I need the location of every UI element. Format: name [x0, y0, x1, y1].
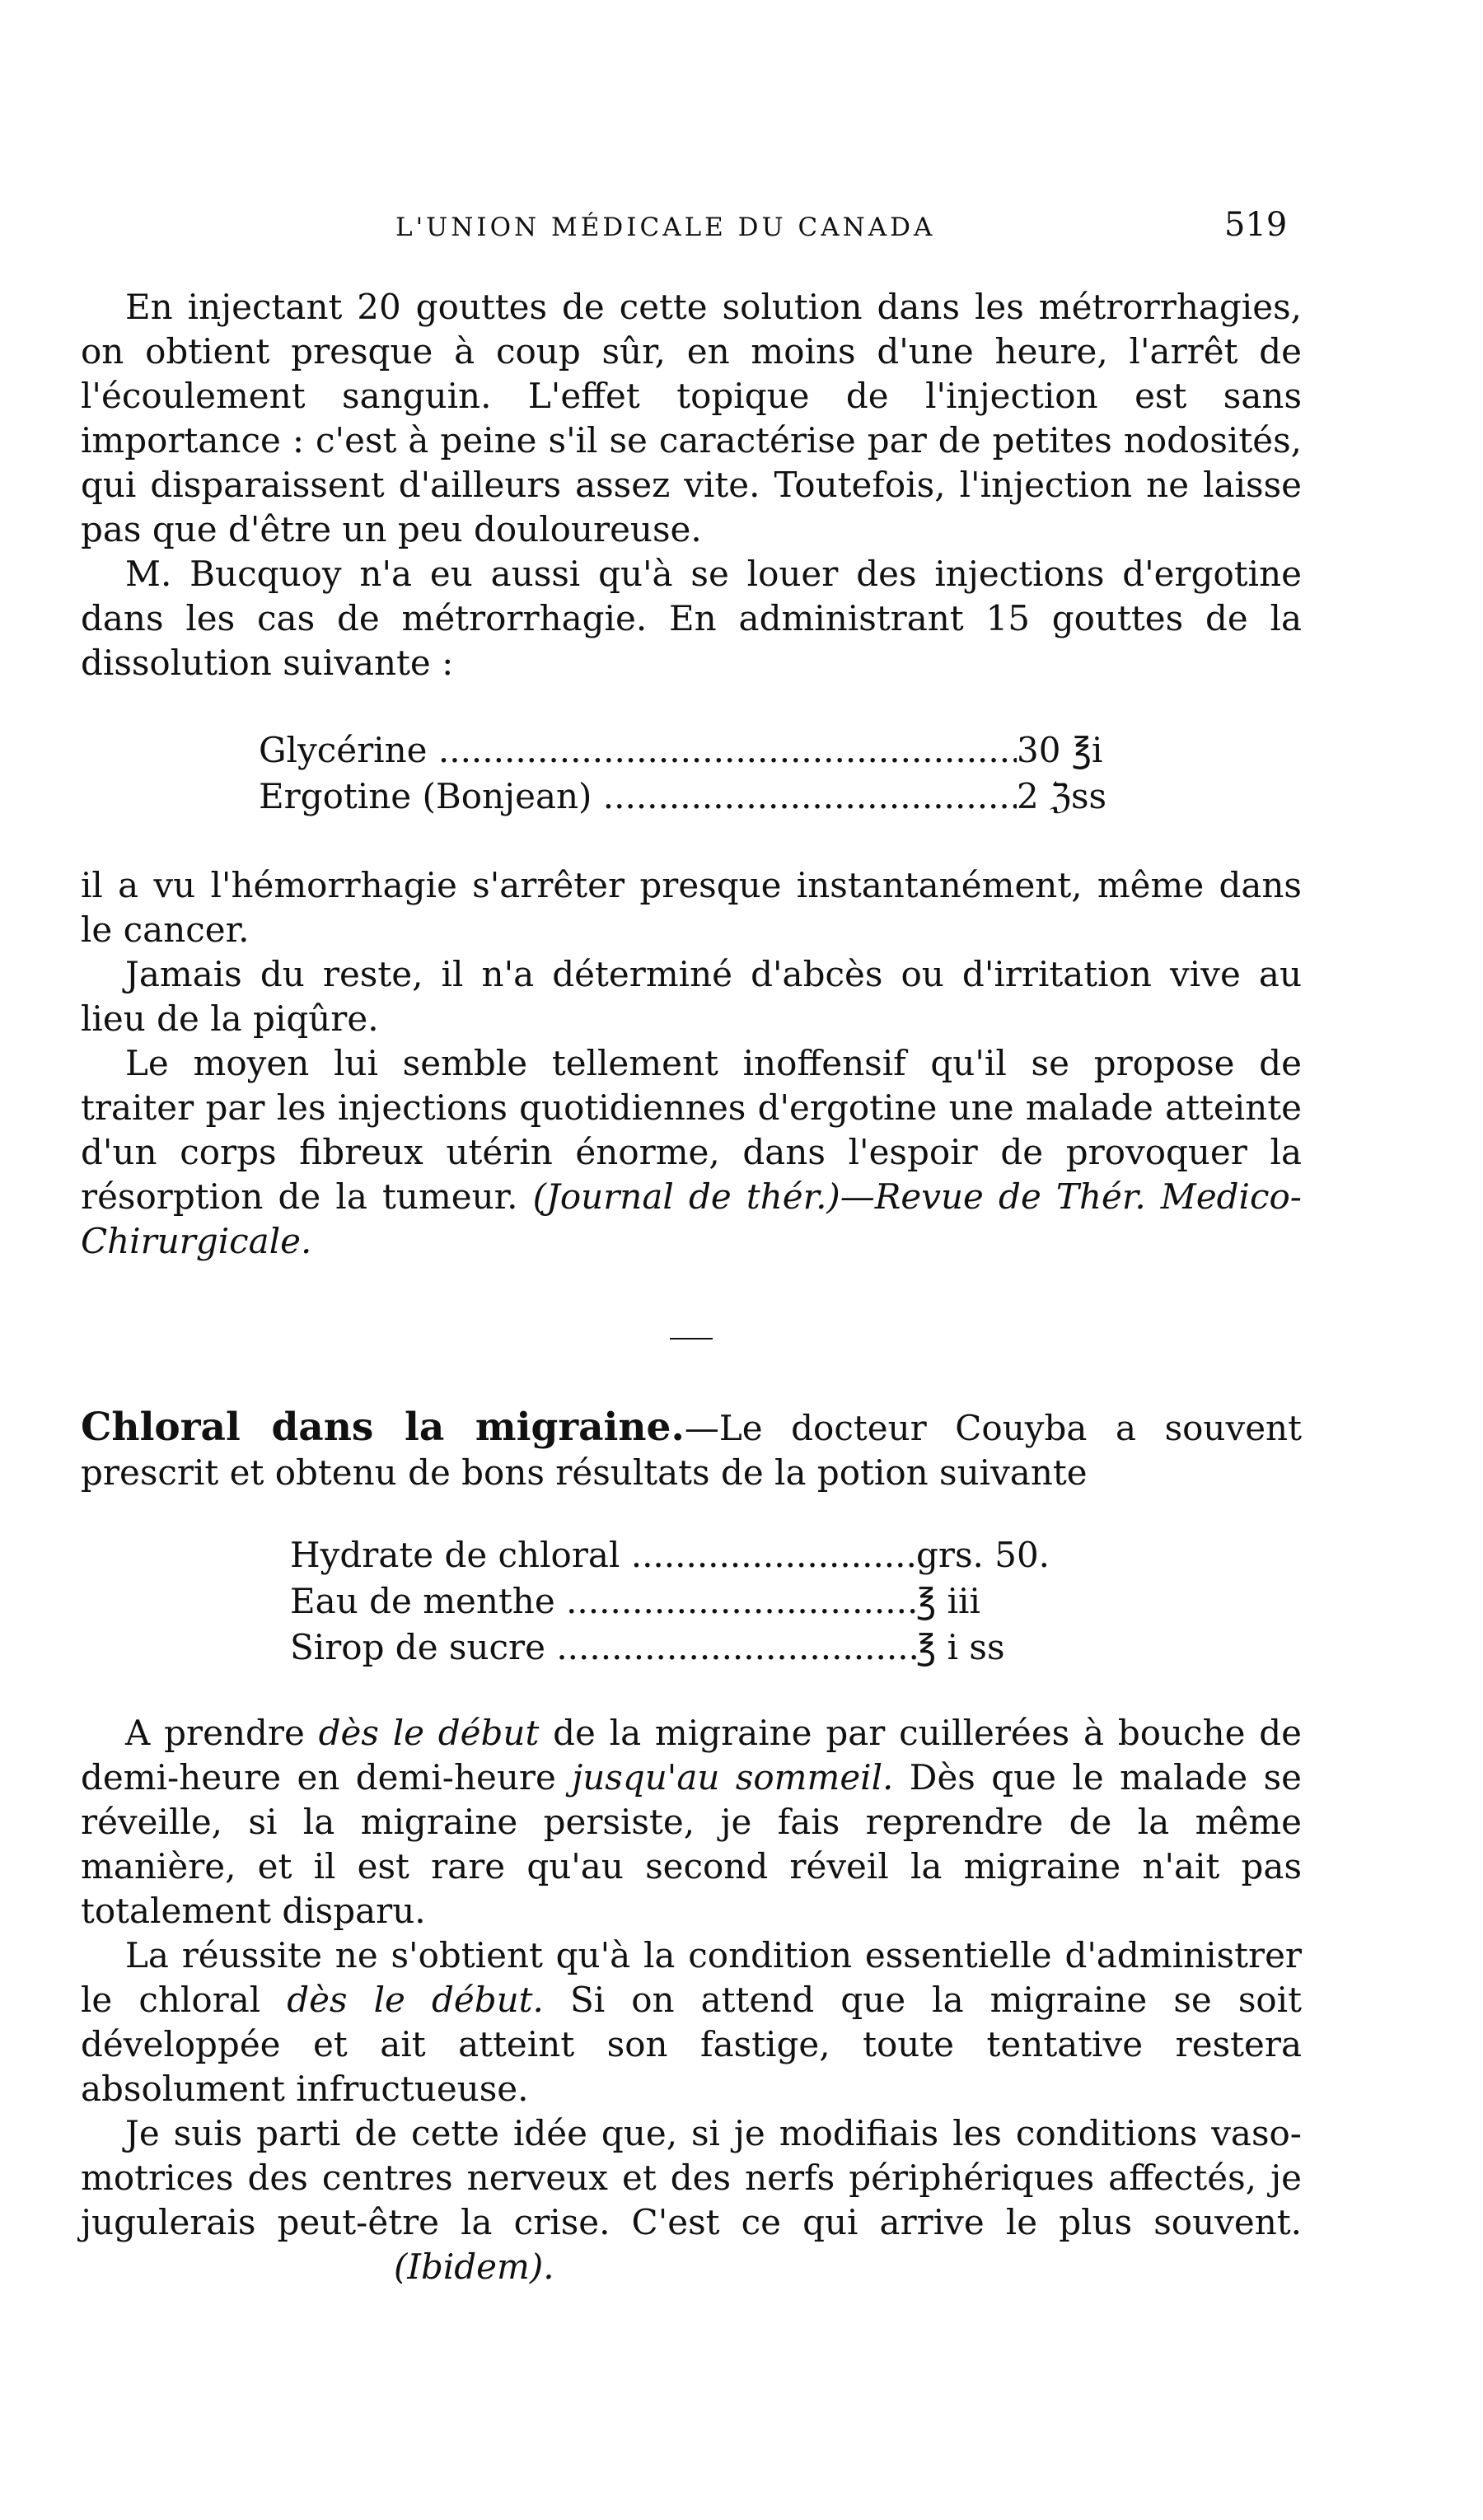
- ingredient-quantity: ℥ i ss: [916, 1627, 1005, 1667]
- formula-row: [290, 1579, 1114, 1625]
- paragraph: En injectant 20 gouttes de cette solution dans les métrorrhagies, on obtient presque à coup sûr, en moins d'une heure, l'arrêt de l'écoulement sanguin. L'effet topique de l'injection est sans importance : c'est à peine s'il se caractérise par de petites nodosités, qui disparaissent d'ailleurs assez vite. Toutefois, l'injection ne laisse pas que d'être un peu douloureuse.: [81, 287, 1302, 549]
- paragraph: [81, 2111, 1302, 2289]
- ingredient-name: Glycérine .....: [259, 728, 1017, 773]
- paragraph: il a vu l'hémorrhagie s'arrêter presque instantanément, même dans le cancer.: [81, 865, 1302, 950]
- formula-row: [290, 1533, 1114, 1579]
- section-divider: [670, 1338, 713, 1339]
- section-heading: Chloral dans la migraine.: [81, 1405, 685, 1450]
- formula-row: [259, 728, 1181, 774]
- emphasis: jusqu'au sommeil.: [572, 1757, 894, 1798]
- ingredient-name: Sirop de sucre .....: [290, 1625, 916, 1670]
- page-number: 519: [1224, 206, 1288, 244]
- intro-text: —Le docteur Couyba a souvent prescrit et obtenu de bons résultats de la potion suivante: [81, 1408, 1302, 1493]
- text-run: La réussite ne s'obtient qu'à la condition essentielle d'administrer le chloral: [81, 1935, 1302, 2020]
- page-body: [81, 285, 1302, 2289]
- paragraph-text: Le moyen lui semble tellement inoffensif qu'il se propose de traiter par les injections quotidiennes d'ergotine une malade atteinte d'un corps fibreux utérin énorme, dans l'espoir de provoquer la résorption de la tumeur.: [81, 1043, 1302, 1217]
- formula-chloral: [290, 1533, 1114, 1671]
- ingredient-name: Eau de menthe .....: [290, 1579, 916, 1624]
- ingredient-quantity: 30 ℥i: [1017, 730, 1103, 770]
- running-title: L'UNION MÉDICALE DU CANADA: [395, 213, 936, 242]
- emphasis: dès le début.: [287, 1980, 544, 2020]
- text-run: Si on attend que la migraine se soit développée et ait atteint son fastige, toute tentative restera absolument infructueuse.: [81, 1980, 1302, 2109]
- text-run: de la migraine par cuillerées à bouche de demi-heure en demi-heure: [81, 1713, 1303, 1798]
- ingredient-quantity: ℥ iii: [916, 1581, 980, 1621]
- ingredient-name: Hydrate de chloral .....: [290, 1533, 916, 1578]
- formula-row: [259, 774, 1181, 821]
- paragraph: [81, 1711, 1302, 1933]
- page-header: [0, 206, 1483, 254]
- formula-ergotine: [259, 728, 1181, 821]
- paragraph: M. Bucquoy n'a eu aussi qu'à se louer des injections d'ergotine dans les cas de métrorrhagie. En administrant 15 gouttes de la dissolution suivante :: [81, 554, 1302, 683]
- ingredient-name: Ergotine (Bonjean) .....: [259, 774, 1017, 819]
- paragraph: [81, 1041, 1302, 1264]
- emphasis: dès le début: [318, 1713, 540, 1753]
- paragraph: Jamais du reste, il n'a déterminé d'abcès ou d'irritation vive au lieu de la piqûre.: [81, 954, 1302, 1039]
- formula-row: [290, 1625, 1114, 1671]
- citation: (Ibidem).: [394, 2246, 554, 2287]
- text-run: A prendre: [125, 1713, 319, 1753]
- citation: (Journal de thér.)—Revue de Thér. Medico-Chirurgicale.: [81, 1176, 1302, 1261]
- paragraph: [81, 1933, 1302, 2111]
- ingredient-quantity: 2 ℨss: [1017, 776, 1107, 816]
- section-intro: [81, 1405, 1302, 1495]
- ingredient-quantity: grs. 50.: [916, 1535, 1050, 1575]
- text-run: Dès que le malade se réveille, si la migraine persiste, je fais reprendre de la même manière, et il est rare qu'au second réveil la migraine n'ait pas totalement disparu.: [81, 1757, 1302, 1931]
- text-run: Je suis parti de cette idée que, si je modifiais les conditions vaso-motrices des centres nerveux et des nerfs périphériques affectés, je jugulerais peut-être la crise. C'est ce qui arrive le plus souvent.: [81, 2113, 1302, 2242]
